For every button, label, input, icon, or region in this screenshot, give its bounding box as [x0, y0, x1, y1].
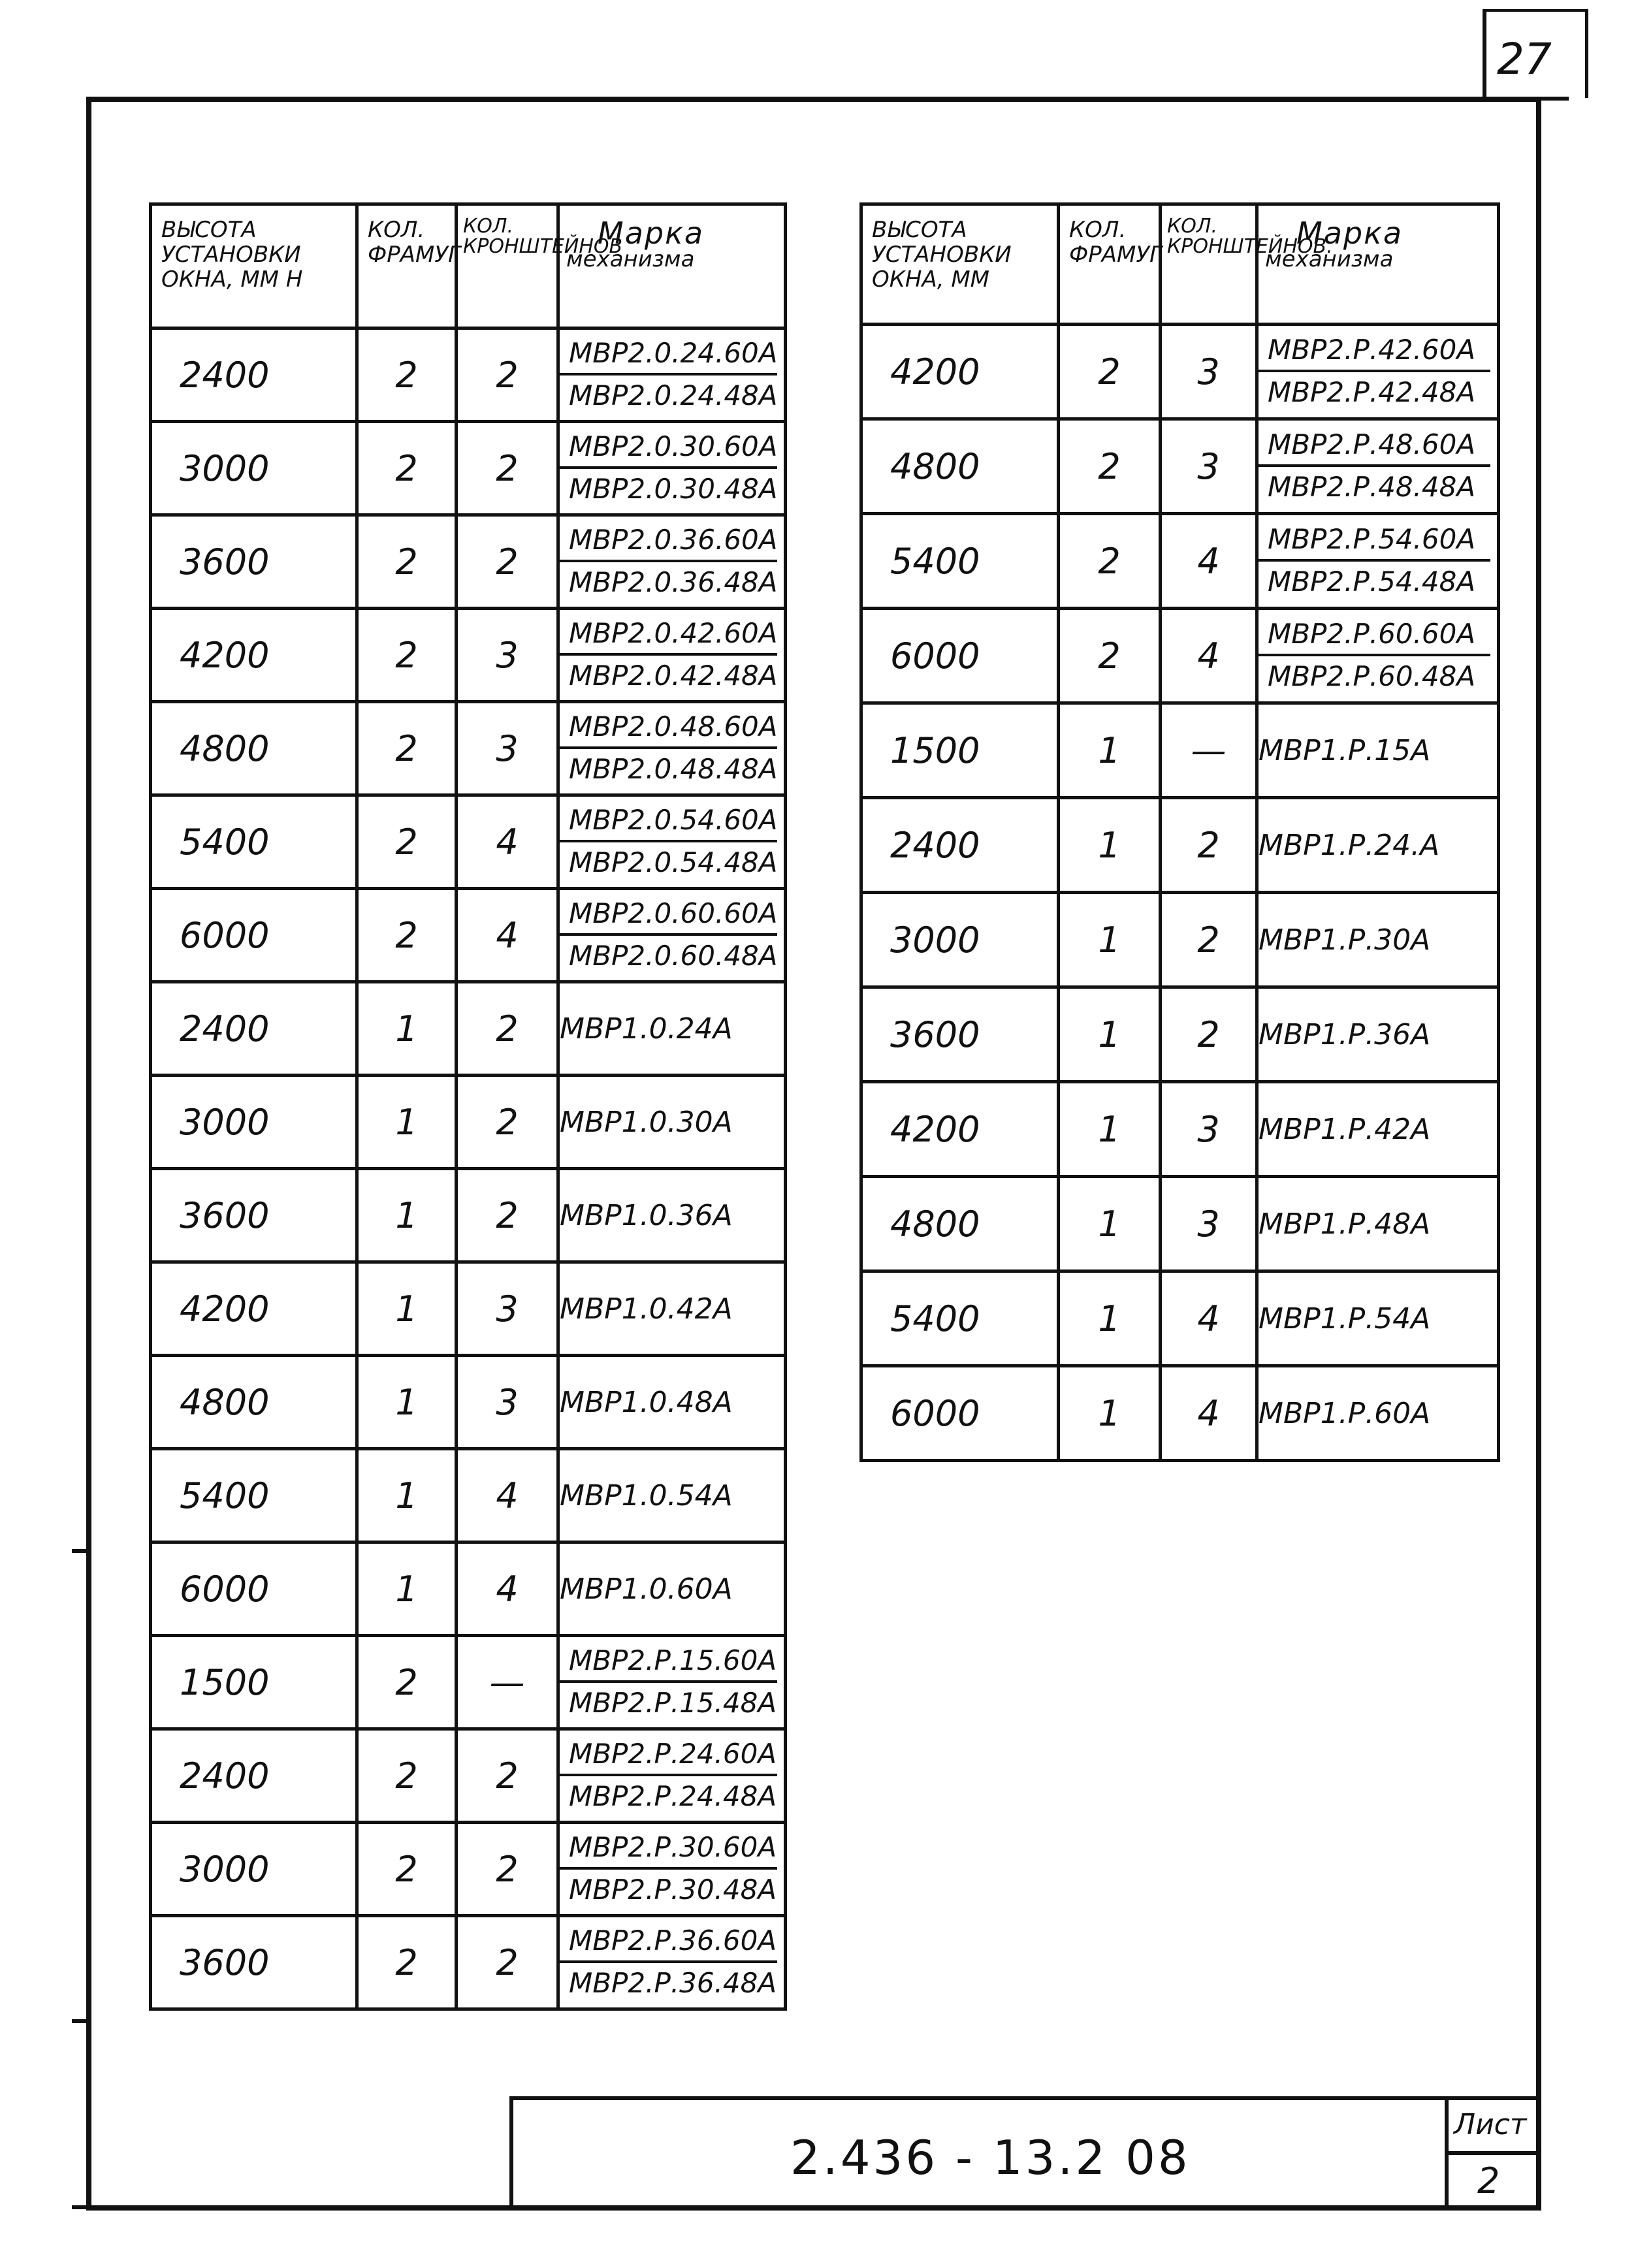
- cell-height: 2400: [151, 328, 357, 422]
- cell-height: 6000: [861, 609, 1059, 703]
- mark-code: МВР2.0.42.48А: [569, 660, 778, 692]
- cell-mark: [558, 1169, 786, 1262]
- cell-mark: [558, 328, 786, 422]
- cell-mark: [558, 1076, 786, 1169]
- cell-frames: 2: [1059, 325, 1161, 419]
- cell-frames: 1: [1059, 987, 1161, 1082]
- cell-brackets: 2: [457, 1169, 558, 1262]
- mark-code: МВР2.0.24.60А: [560, 334, 777, 375]
- cell-mark: [558, 515, 786, 609]
- table-row: [151, 1076, 786, 1169]
- sheet-number: 2: [1477, 2160, 1500, 2201]
- header-height: ВЫСОТА УСТАНОВКИ ОКНА, ММ Н: [151, 204, 357, 328]
- table-row: [151, 1356, 786, 1449]
- table-row: [151, 1916, 786, 2009]
- mark-code: МВР2.Р.48.48А: [1268, 471, 1476, 503]
- cell-mark: [1257, 609, 1499, 703]
- header-frames: КОЛ. ФРАМУГ: [357, 204, 457, 328]
- cell-brackets: 3: [457, 1356, 558, 1449]
- cell-height: 4800: [151, 702, 357, 795]
- page-number: 27: [1497, 34, 1552, 84]
- cell-brackets: 2: [457, 422, 558, 515]
- cell-mark: [1257, 987, 1499, 1082]
- cell-height: 6000: [861, 1366, 1059, 1461]
- mark-code: МВР1.0.48А: [560, 1385, 733, 1419]
- cell-brackets: 4: [1161, 609, 1257, 703]
- table-row: [861, 325, 1499, 419]
- frame-tick: [1537, 97, 1569, 101]
- table-row: [151, 982, 786, 1076]
- cell-mark: [558, 1449, 786, 1542]
- table-row: [861, 703, 1499, 798]
- cell-frames: 1: [1059, 798, 1161, 893]
- mark-code: МВР1.Р.48А: [1259, 1207, 1431, 1241]
- cell-height: 3000: [151, 422, 357, 515]
- cell-height: 3000: [151, 1076, 357, 1169]
- cell-brackets: 4: [1161, 1366, 1257, 1461]
- mark-code: МВР2.0.42.60А: [560, 614, 777, 656]
- cell-brackets: 3: [457, 702, 558, 795]
- mark-code: МВР1.0.24А: [560, 1012, 733, 1046]
- table-row: [151, 328, 786, 422]
- cell-frames: 2: [1059, 609, 1161, 703]
- cell-height: 4800: [861, 1177, 1059, 1271]
- mark-code: МВР2.Р.24.60А: [560, 1734, 777, 1776]
- cell-frames: 2: [357, 1823, 457, 1916]
- mark-code: МВР2.Р.24.48А: [569, 1780, 777, 1812]
- cell-frames: 2: [357, 889, 457, 982]
- mark-code: МВР2.0.30.48А: [569, 473, 778, 505]
- mark-code: МВР2.0.54.60А: [560, 801, 777, 842]
- table-row: [861, 609, 1499, 703]
- mark-code: МВР2.0.36.48А: [569, 566, 778, 598]
- frame-bottom-line: [72, 2205, 1541, 2209]
- cell-height: 3600: [151, 1916, 357, 2009]
- mark-code: МВР2.Р.60.48А: [1268, 660, 1476, 692]
- spec-table-left: [149, 202, 787, 2011]
- mark-code: МВР2.Р.60.60А: [1259, 615, 1490, 656]
- cell-frames: 2: [357, 1729, 457, 1823]
- cell-frames: 2: [1059, 514, 1161, 609]
- cell-mark: [1257, 1177, 1499, 1271]
- sheet-label: Лист: [1454, 2108, 1527, 2141]
- cell-brackets: 3: [457, 609, 558, 702]
- mark-code: МВР1.0.54А: [560, 1478, 733, 1512]
- cell-frames: 1: [1059, 1366, 1161, 1461]
- mark-code: МВР2.Р.36.48А: [569, 1967, 777, 1999]
- cell-brackets: 4: [457, 889, 558, 982]
- mark-code: МВР2.Р.54.60А: [1259, 520, 1490, 562]
- table-row: [151, 515, 786, 609]
- cell-height: 6000: [151, 889, 357, 982]
- table-row: [861, 1082, 1499, 1177]
- mark-code: МВР2.Р.42.60А: [1259, 330, 1490, 372]
- mark-code: МВР1.Р.36А: [1259, 1017, 1431, 1051]
- header-frames: КОЛ. ФРАМУГ: [1059, 204, 1161, 325]
- mark-code: МВР2.Р.42.48А: [1268, 376, 1476, 408]
- cell-brackets: 2: [457, 1823, 558, 1916]
- cell-mark: [558, 702, 786, 795]
- header-brackets: КОЛ. КРОНШТЕЙНОВ.: [1161, 204, 1257, 325]
- cell-mark: [1257, 893, 1499, 987]
- cell-brackets: —: [457, 1636, 558, 1729]
- header-brackets: КОЛ. КРОНШТЕЙНОВ: [457, 204, 558, 328]
- table-row: [861, 514, 1499, 609]
- mark-code: МВР1.0.42А: [560, 1292, 733, 1326]
- cell-brackets: 2: [1161, 987, 1257, 1082]
- cell-mark: [558, 1729, 786, 1823]
- cell-mark: [558, 1636, 786, 1729]
- mark-code: МВР1.0.60А: [560, 1572, 733, 1606]
- cell-height: 2400: [861, 798, 1059, 893]
- mark-code: МВР1.Р.60А: [1259, 1396, 1431, 1430]
- cell-height: 4200: [861, 325, 1059, 419]
- table-row: [861, 1177, 1499, 1271]
- cell-mark: [558, 1542, 786, 1636]
- cell-brackets: 4: [1161, 1271, 1257, 1366]
- mark-code: МВР1.Р.30А: [1259, 923, 1431, 957]
- cell-mark: [558, 422, 786, 515]
- mark-code: МВР2.Р.54.48А: [1268, 566, 1476, 598]
- cell-brackets: 4: [1161, 514, 1257, 609]
- cell-frames: 2: [357, 515, 457, 609]
- table-row: [151, 702, 786, 795]
- table-row: [151, 1262, 786, 1356]
- cell-height: 4200: [151, 1262, 357, 1356]
- cell-height: 5400: [151, 1449, 357, 1542]
- cell-brackets: 3: [1161, 1177, 1257, 1271]
- cell-mark: [1257, 419, 1499, 514]
- cell-frames: 2: [357, 609, 457, 702]
- cell-height: 5400: [861, 514, 1059, 609]
- mark-code: МВР1.0.30А: [560, 1105, 733, 1139]
- cell-frames: 2: [357, 422, 457, 515]
- cell-frames: 1: [1059, 893, 1161, 987]
- cell-mark: [558, 1356, 786, 1449]
- cell-frames: 2: [357, 795, 457, 889]
- table-row: [151, 422, 786, 515]
- cell-brackets: 4: [457, 795, 558, 889]
- cell-mark: [558, 795, 786, 889]
- cell-height: 5400: [151, 795, 357, 889]
- cell-frames: 2: [357, 702, 457, 795]
- cell-frames: 1: [357, 1449, 457, 1542]
- table-row: [151, 1636, 786, 1729]
- cell-mark: [1257, 1271, 1499, 1366]
- cell-mark: [558, 609, 786, 702]
- cell-frames: 1: [1059, 1177, 1161, 1271]
- mark-code: МВР1.Р.24.А: [1259, 828, 1440, 862]
- sheet-separator: [1445, 2151, 1541, 2155]
- table-row: [861, 1271, 1499, 1366]
- cell-frames: 2: [1059, 419, 1161, 514]
- mark-code: МВР2.Р.30.48А: [569, 1874, 777, 1906]
- mark-code: МВР2.Р.15.48А: [569, 1687, 777, 1719]
- document-code: 2.436 - 13.2 08: [790, 2130, 1191, 2185]
- mark-code: МВР2.0.30.60А: [560, 427, 777, 469]
- cell-brackets: 4: [457, 1542, 558, 1636]
- mark-code: МВР2.0.54.48А: [569, 846, 778, 878]
- cell-mark: [1257, 1082, 1499, 1177]
- mark-code: МВР1.Р.15А: [1259, 733, 1431, 767]
- cell-height: 3000: [861, 893, 1059, 987]
- cell-brackets: 2: [457, 982, 558, 1076]
- cell-mark: [1257, 798, 1499, 893]
- cell-height: 4800: [861, 419, 1059, 514]
- cell-mark: [558, 889, 786, 982]
- cell-frames: 1: [1059, 1082, 1161, 1177]
- left-table-body: [151, 328, 786, 2009]
- cell-brackets: 2: [457, 328, 558, 422]
- cell-height: 2400: [151, 1729, 357, 1823]
- cell-brackets: 2: [457, 1076, 558, 1169]
- cell-frames: 1: [357, 1076, 457, 1169]
- table-row: [861, 798, 1499, 893]
- mark-code: МВР1.Р.54А: [1259, 1302, 1431, 1335]
- cell-height: 6000: [151, 1542, 357, 1636]
- header-mark: Марка механизма: [558, 204, 786, 328]
- table-row: [861, 987, 1499, 1082]
- mark-code: МВР2.0.48.60А: [560, 707, 777, 749]
- cell-brackets: 2: [457, 515, 558, 609]
- mark-code: МВР1.Р.42А: [1259, 1112, 1431, 1146]
- cell-mark: [558, 982, 786, 1076]
- cell-frames: 1: [1059, 703, 1161, 798]
- cell-height: 4800: [151, 1356, 357, 1449]
- cell-frames: 1: [357, 1262, 457, 1356]
- mark-code: МВР2.0.48.48А: [569, 753, 778, 785]
- cell-mark: [1257, 1366, 1499, 1461]
- mark-code: МВР2.Р.15.60А: [560, 1641, 777, 1683]
- table-row: [861, 1366, 1499, 1461]
- cell-frames: 2: [357, 328, 457, 422]
- table-row: [861, 419, 1499, 514]
- table-row: [151, 795, 786, 889]
- cell-frames: 2: [357, 1916, 457, 2009]
- table-row: [151, 1449, 786, 1542]
- cell-mark: [558, 1262, 786, 1356]
- cell-brackets: 4: [457, 1449, 558, 1542]
- header-height: ВЫСОТА УСТАНОВКИ ОКНА, ММ: [861, 204, 1059, 325]
- table-row: [151, 1542, 786, 1636]
- right-table-body: [861, 325, 1499, 1461]
- cell-height: 4200: [861, 1082, 1059, 1177]
- frame-tick: [72, 1549, 91, 1553]
- table-row: [151, 609, 786, 702]
- cell-height: 4200: [151, 609, 357, 702]
- cell-height: 2400: [151, 982, 357, 1076]
- cell-brackets: 2: [1161, 893, 1257, 987]
- cell-mark: [558, 1916, 786, 2009]
- cell-frames: 1: [1059, 1271, 1161, 1366]
- table-row: [151, 1729, 786, 1823]
- mark-code: МВР2.Р.48.60А: [1259, 425, 1490, 467]
- cell-height: 1500: [861, 703, 1059, 798]
- table-row: [861, 893, 1499, 987]
- mark-code: МВР2.Р.30.60А: [560, 1828, 777, 1870]
- cell-brackets: 2: [457, 1729, 558, 1823]
- mark-code: МВР2.Р.36.60А: [560, 1921, 777, 1963]
- cell-frames: 1: [357, 982, 457, 1076]
- cell-brackets: 3: [1161, 419, 1257, 514]
- table-row: [151, 1169, 786, 1262]
- cell-brackets: 2: [457, 1916, 558, 2009]
- table-row: [151, 1823, 786, 1916]
- cell-brackets: 3: [1161, 1082, 1257, 1177]
- cell-height: 3000: [151, 1823, 357, 1916]
- spec-table-right: [859, 202, 1500, 1462]
- cell-frames: 1: [357, 1542, 457, 1636]
- cell-mark: [1257, 325, 1499, 419]
- mark-code: МВР1.0.36А: [560, 1198, 733, 1232]
- cell-mark: [1257, 703, 1499, 798]
- cell-height: 3600: [861, 987, 1059, 1082]
- cell-mark: [1257, 514, 1499, 609]
- table-row: [151, 889, 786, 982]
- cell-frames: 1: [357, 1169, 457, 1262]
- cell-brackets: 3: [457, 1262, 558, 1356]
- cell-frames: 1: [357, 1356, 457, 1449]
- cell-height: 3600: [151, 515, 357, 609]
- cell-brackets: 2: [1161, 798, 1257, 893]
- header-mark: Марка механизма: [1257, 204, 1499, 325]
- cell-brackets: —: [1161, 703, 1257, 798]
- mark-code: МВР2.0.60.60А: [560, 894, 777, 936]
- mark-code: МВР2.0.24.48А: [569, 379, 778, 411]
- mark-code: МВР2.0.36.60А: [560, 520, 777, 562]
- frame-tick: [72, 2019, 91, 2023]
- cell-height: 3600: [151, 1169, 357, 1262]
- cell-height: 5400: [861, 1271, 1059, 1366]
- cell-frames: 2: [357, 1636, 457, 1729]
- mark-code: МВР2.0.60.48А: [569, 940, 778, 972]
- cell-brackets: 3: [1161, 325, 1257, 419]
- cell-height: 1500: [151, 1636, 357, 1729]
- cell-mark: [558, 1823, 786, 1916]
